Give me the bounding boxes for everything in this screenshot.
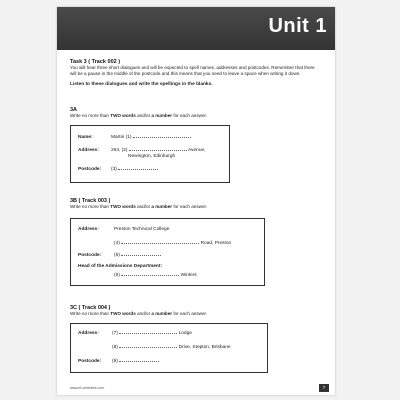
- answer-blank-8[interactable]: [119, 344, 177, 348]
- question-4-number: (4): [114, 241, 120, 246]
- unit-title: Unit 1: [268, 15, 327, 37]
- question-8-number: (8): [112, 345, 118, 350]
- road-row: [114, 240, 231, 246]
- postcode-row: [78, 252, 161, 258]
- section-3c-instruction: Write no more than TWO words and/or a number for each answer.: [70, 311, 208, 316]
- postcode-value: (3): [111, 167, 117, 172]
- section-3c-header: [70, 305, 320, 317]
- address-suffix: Avenue,: [187, 148, 206, 153]
- college-address-row: [78, 227, 169, 232]
- postcode-row: [78, 358, 159, 364]
- answer-blank-7[interactable]: [119, 330, 177, 334]
- postcode-label: Postcode:: [78, 167, 102, 172]
- section-3c-form: [70, 323, 268, 373]
- answer-blank-6[interactable]: [121, 272, 179, 276]
- task-title: Task 3 ( Track 002 ): [70, 59, 121, 65]
- section-3b-header: [70, 198, 320, 210]
- section-3b-instruction: Write no more than TWO words and/or a number for each answer.: [70, 204, 208, 209]
- answer-blank-3[interactable]: [118, 166, 158, 170]
- head-surname: Winters: [180, 273, 197, 278]
- section-3a-title: 3A: [70, 107, 78, 113]
- address-row: [78, 147, 205, 153]
- postcode-label: Postcode:: [78, 359, 102, 364]
- address-label: Address:: [78, 227, 99, 232]
- answer-blank-9[interactable]: [119, 358, 159, 362]
- address-label: Address:: [78, 148, 99, 153]
- address-line2: Newington, Edinburgh: [128, 154, 176, 159]
- footer-url: www.ef-centrales.com: [70, 386, 105, 390]
- section-3a-form: [70, 125, 230, 183]
- page-number: 7: [319, 384, 329, 392]
- question-7-number: (7): [112, 331, 118, 336]
- question-6-number: (6): [114, 273, 120, 278]
- lodge-row: [78, 330, 192, 336]
- name-row: [78, 134, 191, 140]
- section-3a-instruction: Write no more than TWO words and/or a number for each answer.: [70, 113, 208, 118]
- address-value: 263, (2): [111, 148, 128, 153]
- question-9-number: (9): [112, 359, 118, 364]
- worksheet-page: [57, 7, 335, 395]
- header-bar: [57, 7, 335, 50]
- answer-blank-1[interactable]: [133, 134, 191, 138]
- road-suffix: Road, Preston: [200, 241, 232, 246]
- section-3b-title: 3B ( Track 003 ): [70, 198, 111, 204]
- name-value: Martin (1): [111, 135, 132, 140]
- section-3c-title: 3C ( Track 004 ): [70, 305, 111, 311]
- lodge-suffix: Lodge: [178, 331, 192, 336]
- answer-blank-2[interactable]: [129, 147, 187, 151]
- section-3a-header: [70, 107, 320, 119]
- question-5-number: (5): [114, 253, 120, 258]
- name-label: Name:: [78, 135, 93, 140]
- head-label: Head of the Admissions Department:: [78, 264, 163, 269]
- drive-suffix: Drive, Stepton, Brisbane: [178, 345, 231, 350]
- head-row: [114, 272, 197, 278]
- postcode-label: Postcode:: [78, 253, 102, 258]
- task-intro: [70, 59, 320, 88]
- postcode-row: [78, 166, 158, 172]
- section-3b-form: [70, 218, 265, 286]
- answer-blank-4[interactable]: [121, 240, 199, 244]
- task-description: You will hear three short dialogues and will be expected to spell names, addresses and postcodes. Remember that there will be a pause in the middle of the postcode and this means that you need to leave a space when writing it down.: [70, 65, 315, 76]
- answer-blank-5[interactable]: [121, 252, 161, 256]
- drive-row: [112, 344, 231, 350]
- task-instruction: Listen to these dialogues and write the spellings in the blanks.: [70, 82, 213, 87]
- college-name: Preston Technical College: [114, 227, 170, 232]
- address-label: Address:: [78, 331, 99, 336]
